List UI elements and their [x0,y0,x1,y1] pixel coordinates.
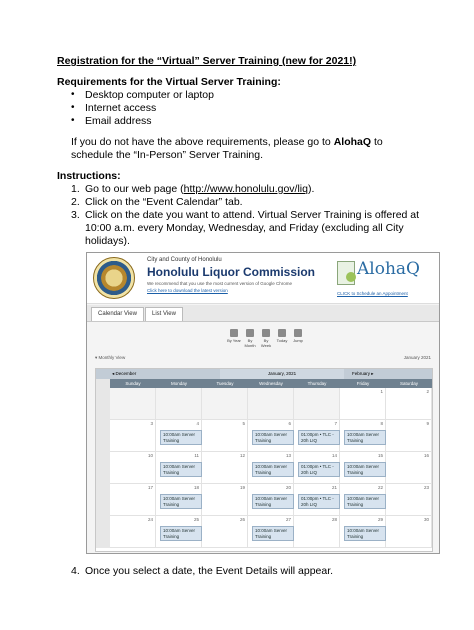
day-number: 23 [423,485,429,490]
instruction-step-3-line3: holidays). [85,235,130,247]
day-number: 18 [193,485,199,490]
calendar-day-cell[interactable] [156,516,202,548]
city-seal-icon [93,257,135,299]
event-entry[interactable]: 10:00am Server Training [252,526,294,541]
next-month-button[interactable]: February ▸ [344,369,432,379]
step-number: 1. [71,183,80,195]
by-year-button[interactable]: By Year [227,329,241,343]
browser-recommendation: We recommend that you use the most current version of Google Chrome [147,281,292,286]
day-number: 28 [331,517,337,522]
requirement-item: Email address [85,115,152,127]
event-entry[interactable]: 01:00pm • TLC - 20h LIQ [298,494,340,509]
month-calendar [95,368,433,552]
instruction-step-3-line2: 10:00 a.m. every Monday, Wednesday, and Friday (excluding all City [85,222,404,234]
bullet-icon: • [71,89,75,100]
day-number: 4 [196,421,199,426]
day-number: 19 [239,485,245,490]
step-number: 4. [71,565,80,577]
requirement-item: Internet access [85,102,157,114]
day-number: 10 [147,453,153,458]
day-header: Thursday [294,379,340,388]
calendar-day-cell[interactable] [202,452,248,484]
view-tabs [87,305,439,322]
instruction-step-3-line1: Click on the date you want to attend. Virtual Server Training is offered at [85,209,420,221]
calendar-screenshot [86,252,440,554]
day-header: Sunday [110,379,156,388]
calendar-day-cell[interactable] [340,516,386,548]
calendar-day-cell[interactable] [340,484,386,516]
schedule-appointment-link[interactable]: CLICK to Schedule an Appointment [337,291,408,296]
day-number: 27 [285,517,291,522]
tab-list-view[interactable]: List View [145,307,183,321]
requirements-title: Requirements for the Virtual Server Training: [57,76,281,88]
day-number: 24 [147,517,153,522]
event-entry[interactable]: 10:00am Server Training [252,462,294,477]
calendar-toolbar [87,329,439,351]
calendar-day-cell[interactable] [248,388,294,420]
event-entry[interactable]: 10:00am Server Training [344,462,386,477]
calendar-day-cell[interactable] [110,516,156,548]
calendar-day-cell[interactable] [202,484,248,516]
event-entry[interactable]: 10:00am Server Training [160,462,202,477]
event-entry[interactable]: 01:00pm • TLC - 20h LIQ [298,430,340,445]
day-number: 8 [380,421,383,426]
event-entry[interactable]: 10:00am Server Training [160,430,202,445]
calendar-day-cell[interactable] [156,420,202,452]
day-header: Saturday [386,379,432,388]
day-number: 17 [147,485,153,490]
by-week-button[interactable]: By Week [259,329,273,348]
day-number: 2 [426,389,429,394]
bullet-icon: • [71,102,75,113]
calendar-day-cell[interactable] [110,420,156,452]
instruction-step-2: Click on the “Event Calendar” tab. [85,196,243,208]
calendar-day-cell[interactable] [386,516,432,548]
event-entry[interactable]: 10:00am Server Training [344,430,386,445]
event-entry[interactable]: 01:00pm • TLC - 20h LIQ [298,462,340,477]
alohaq-link[interactable]: AlohaQ [333,136,372,148]
jump-button[interactable]: Jump [291,329,305,343]
site-header [87,253,439,304]
day-number: 3 [150,421,153,426]
day-number: 22 [377,485,383,490]
calendar-nav [96,369,432,379]
calendar-day-cell[interactable] [248,452,294,484]
requirement-item: Desktop computer or laptop [85,89,214,101]
calendar-icon [278,329,286,337]
calendar-day-cell[interactable] [294,516,340,548]
calendar-day-cell[interactable] [340,420,386,452]
day-header: Monday [156,379,202,388]
day-number: 21 [331,485,337,490]
calendar-day-cell[interactable] [386,388,432,420]
day-header: Wednesday [248,379,294,388]
event-entry[interactable]: 10:00am Server Training [160,526,202,541]
instructions-title: Instructions: [57,170,121,182]
calendar-day-cell[interactable] [110,452,156,484]
calendar-icon [262,329,270,337]
requirements-note-line1: If you do not have the above requirements, please go to AlohaQ to [71,136,383,148]
alohaq-banner[interactable] [337,259,433,291]
day-number: 1 [380,389,383,394]
day-number: 7 [334,421,337,426]
calendar-day-cell[interactable] [156,484,202,516]
step-number: 3. [71,209,80,221]
document-heading: Registration for the “Virtual” Server Training (new for 2021!) [57,55,357,67]
day-number: 26 [239,517,245,522]
day-number: 16 [423,453,429,458]
calendar-day-cell[interactable] [386,484,432,516]
day-number: 29 [377,517,383,522]
calendar-day-cell[interactable] [202,388,248,420]
calendar-day-cell[interactable] [386,420,432,452]
today-button[interactable]: Today [275,329,289,343]
calendar-icon [337,261,355,285]
calendar-day-cell[interactable] [110,484,156,516]
event-entry[interactable]: 10:00am Server Training [160,494,202,509]
week-number-column [96,379,110,548]
calendar-day-cell[interactable] [340,388,386,420]
step-number: 2. [71,196,80,208]
day-number: 11 [194,453,199,458]
calendar-icon [246,329,254,337]
calendar-day-cell[interactable] [386,452,432,484]
event-entry[interactable]: 10:00am Server Training [344,494,386,509]
calendar-day-cell[interactable] [294,388,340,420]
day-number: 13 [285,453,291,458]
download-link[interactable]: Click here to download the latest version [147,288,228,293]
view-row [87,354,439,364]
city-name: City and County of Honolulu [147,257,222,263]
day-number: 9 [426,421,429,426]
requirements-note-line2: schedule the “In-Person” Server Training. [71,149,264,161]
prev-month-button[interactable]: ◂ December [96,369,220,379]
honolulu-liq-link[interactable]: http://www.honolulu.gov/liq [183,183,308,195]
bullet-icon: • [71,115,75,126]
calendar-icon [294,329,302,337]
commission-title: Honolulu Liquor Commission [147,265,315,279]
event-entry[interactable]: 10:00am Server Training [344,526,386,541]
calendar-icon [230,329,238,337]
day-header: Friday [340,379,386,388]
day-number: 25 [193,517,199,522]
day-number: 6 [288,421,291,426]
event-entry[interactable]: 10:00am Server Training [252,494,294,509]
day-number: 30 [423,517,429,522]
event-entry[interactable]: 10:00am Server Training [252,430,294,445]
calendar-day-cell[interactable] [340,452,386,484]
instruction-step-4: Once you select a date, the Event Details will appear. [85,565,334,577]
day-number: 5 [242,421,245,426]
instruction-step-1: Go to our web page (http://www.honolulu.gov/liq). [85,183,315,195]
calendar-day-cell[interactable] [110,388,156,420]
by-month-button[interactable]: By Month [243,329,257,348]
calendar-day-cell[interactable] [156,388,202,420]
calendar-day-cell[interactable] [202,420,248,452]
calendar-day-cell[interactable] [248,484,294,516]
calendar-day-cell[interactable] [156,452,202,484]
day-number: 15 [377,453,383,458]
calendar-day-cell[interactable] [248,420,294,452]
current-month-label: January, 2021 [220,369,344,379]
monthly-view-toggle[interactable]: ▾ Monthly View [95,355,126,360]
day-header: Tuesday [202,379,248,388]
month-selector[interactable]: January 2021 [403,355,431,360]
day-number: 12 [239,453,245,458]
calendar-day-cell[interactable] [202,516,248,548]
alohaq-logo-text: AlohaQ [357,259,420,279]
day-number: 14 [331,453,337,458]
day-number: 20 [285,485,291,490]
tab-calendar-view[interactable]: Calendar View [91,307,144,321]
calendar-day-cell[interactable] [248,516,294,548]
